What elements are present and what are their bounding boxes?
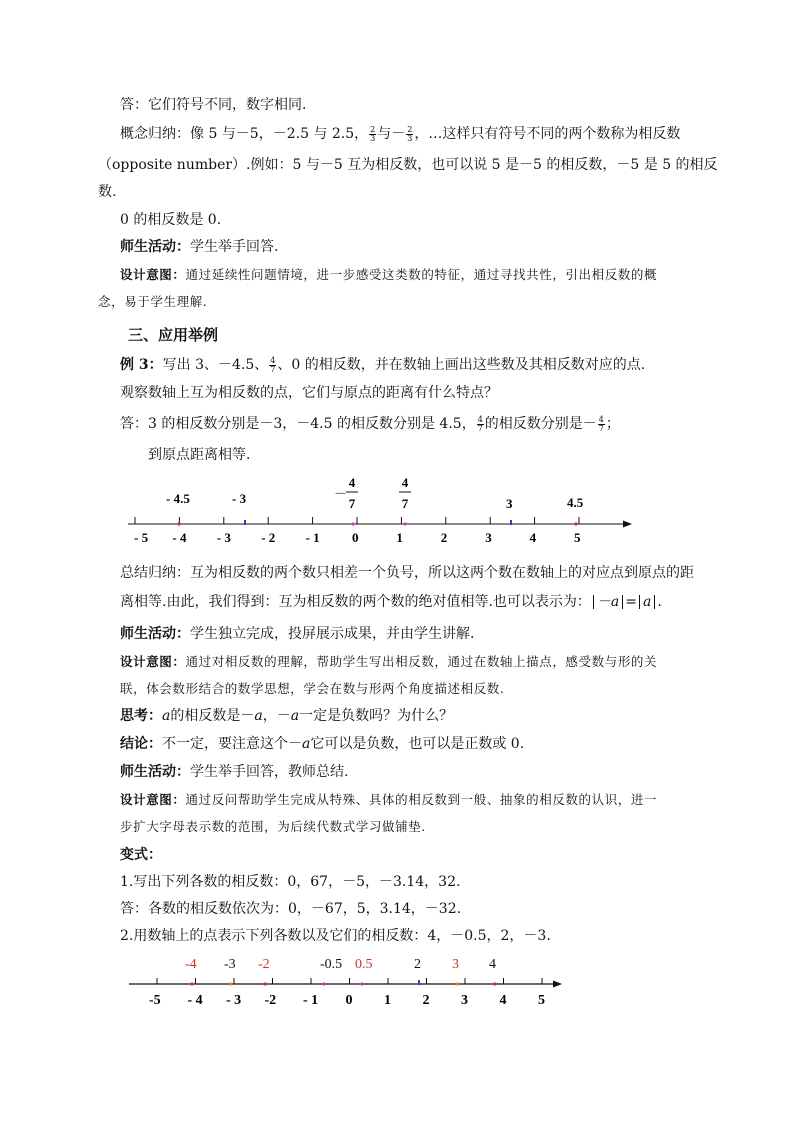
design-intent-3 [120, 790, 657, 810]
design-intent-1-cont: 念，易于学生理解. [98, 294, 208, 309]
axis-tick-label: 0 [345, 993, 353, 1008]
equals-sign: = [625, 594, 637, 610]
point-3 [510, 520, 512, 525]
answer-line: 答：它们符号不同，数字相同. [120, 97, 307, 113]
point-neg-2 [263, 982, 266, 985]
variation-1: 1.写出下列各数的相反数：0，67，－5，－3.14，32. [120, 874, 461, 890]
summary-text: 离相等.由此，我们得到：互为相反数的两个数的绝对值相等.也可以表示为： [120, 594, 591, 610]
example-text-b: 、0 的相反数，并在数轴上画出这些数及其相反数对应的点. [277, 357, 646, 373]
fraction-numerator: 2 [407, 124, 413, 134]
label-3: 3 [506, 496, 513, 511]
answer-text-c: ； [605, 416, 620, 432]
label-neg-4: -4 [185, 957, 197, 972]
label-neg-3: -3 [224, 957, 236, 972]
fraction-denominator: 3 [407, 133, 413, 143]
concept-text-a: 像 5 与－5，－2.5 与 2.5， [190, 126, 369, 142]
label-neg-sign: － [334, 486, 348, 501]
fraction-denominator: 7 [270, 364, 276, 374]
concept-text-b: ，…这样只有符号不同的两个数称为相反数 [414, 126, 681, 142]
label-neg-2: -2 [258, 957, 270, 972]
number-line-2 [125, 950, 570, 1012]
concept-text-mid: 与－ [377, 126, 406, 142]
point-neg-3 [229, 982, 232, 985]
activity-text: 学生举手回答. [190, 239, 279, 255]
label-neg-3: - 3 [232, 491, 247, 506]
teacher-student-activity-3 [120, 762, 348, 782]
axis-tick-label: 2 [422, 993, 430, 1008]
fraction-two-thirds-neg [406, 126, 413, 143]
activity-text: 学生独立完成，投屏展示成果，并由学生讲解. [190, 626, 475, 642]
axis-tick-label: 4 [499, 993, 507, 1008]
label-2: 2 [414, 957, 421, 972]
point-4 [493, 982, 496, 985]
activity-label: 师生活动： [120, 239, 190, 255]
label-four-sevenths-den: 7 [401, 496, 409, 511]
axis-1-ticks [134, 517, 581, 545]
design-intent-text: 通过对相反数的理解，帮助学生写出相反数，通过在数轴上描点，感受数与形的关 [185, 654, 658, 669]
variation-2: 2.用数轴上的点表示下列各数以及它们的相反数：4，－0.5，2，－3. [120, 928, 551, 944]
point-2 [418, 980, 420, 985]
label-neg-four-sevenths-den: 7 [348, 496, 356, 511]
label-neg-4-5: - 4.5 [166, 491, 190, 506]
number-line-1 [120, 470, 640, 550]
conclusion-text-c: 它可以是负数，也可以是正数或 0. [310, 736, 525, 752]
fraction-numerator: 4 [477, 414, 483, 424]
conclusion-label: 结论： [120, 736, 162, 752]
point-neg-four-sevenths [351, 522, 354, 525]
point-neg-0-5 [322, 982, 325, 985]
label-neg-four-sevenths-num: 4 [348, 475, 356, 490]
axis-arrow-icon [623, 521, 632, 528]
fraction-numerator: 4 [270, 355, 276, 365]
conclusion-text-a: 不一定，要注意这个－ [162, 736, 302, 752]
axis-tick-label: - 3 [226, 993, 242, 1008]
axis-tick-label: 0 [352, 530, 359, 545]
variation-1-answer: 答：各数的相反数依次为：0，－67，5，3.14，－32. [120, 901, 462, 917]
activity-label: 师生活动： [120, 626, 190, 642]
axis-tick-label: - 5 [134, 530, 149, 545]
design-intent-text: 通过延续性问题情境，进一步感受这类数的特征，通过寻找共性，引出相反数的概 [185, 267, 658, 282]
period: . [657, 594, 662, 610]
label-neg-0-5: -0.5 [320, 957, 343, 972]
variation-heading: 变式： [120, 847, 162, 863]
axis-tick-label: - 1 [303, 993, 319, 1008]
axis-tick-label: 5 [538, 993, 545, 1008]
point-3 [455, 982, 458, 985]
think-question [120, 706, 453, 726]
activity-text: 学生举手回答，教师总结. [190, 764, 349, 780]
design-intent-label: 设计意图： [120, 267, 186, 282]
label-four-sevenths-num: 4 [401, 475, 409, 490]
design-intent-label: 设计意图： [120, 792, 186, 807]
point-0-5 [360, 982, 363, 985]
var-a: a [162, 708, 171, 724]
fraction-numerator: 4 [598, 414, 604, 424]
conclusion [120, 734, 524, 754]
concept-summary-line-2: （opposite number）.例如：5 与－5 互为相反数，也可以说 5 是－5 的相反数，－5 是 5 的相反 [98, 157, 718, 173]
var-a: a [302, 736, 311, 752]
question-line: 观察数轴上互为相反数的点，它们与原点的距离有什么特点？ [120, 385, 498, 401]
axis-tick-label: 3 [485, 530, 492, 545]
axis-tick-label: 5 [574, 530, 581, 545]
think-text-d: ，－ [262, 708, 291, 724]
point-four-sevenths [403, 522, 406, 525]
example-text-a: 写出 3、－4.5、 [162, 357, 269, 373]
teacher-student-activity-1 [120, 237, 278, 257]
label-4-5: 4.5 [567, 495, 584, 510]
axis-tick-label: -5 [149, 993, 161, 1008]
axis-arrow-icon [553, 981, 562, 988]
answer-text-a: 答：3 的相反数分别是－3，－4.5 的相反数分别是 4.5， [120, 416, 476, 432]
axis-2-ticks [149, 978, 545, 1008]
point-neg-4-5 [177, 522, 180, 525]
label-3: 3 [452, 957, 459, 972]
axis-tick-label: 4 [529, 530, 537, 545]
think-text-f: 一定是负数吗？为什么？ [299, 708, 454, 724]
point-4-5 [574, 522, 577, 525]
abs-a: a [639, 595, 655, 609]
design-intent-2-cont: 联，体会数形结合的数学思想，学会在数与形两个角度描述相反数. [120, 681, 505, 696]
axis-tick-label: 1 [384, 993, 391, 1008]
concept-summary-line-1 [120, 124, 680, 144]
point-neg-4 [190, 982, 193, 985]
fraction-four-sevenths [477, 416, 484, 433]
label-0-5: 0.5 [355, 957, 373, 972]
think-text-b: 的相反数是－ [170, 708, 255, 724]
concept-summary-line-3: 数. [98, 184, 117, 200]
answer-3-line-1 [120, 414, 620, 434]
design-intent-3-cont: 步扩大字母表示数的范围，为后续代数式学习做铺垫. [120, 819, 426, 834]
axis-tick-label: 1 [396, 530, 403, 545]
fraction-two-thirds [369, 126, 376, 143]
fraction-denominator: 7 [477, 423, 483, 433]
fraction-numerator: 2 [370, 124, 376, 134]
summary-line-1: 总结归纳：互为相反数的两个数只相差一个负号，所以这两个数在数轴上的对应点到原点的距 [120, 565, 694, 581]
zero-opposite-line: 0 的相反数是 0. [120, 212, 222, 228]
answer-text-b: 的相反数分别是－ [484, 416, 597, 432]
axis-tick-label: - 1 [305, 530, 320, 545]
label-4: 4 [489, 957, 496, 972]
design-intent-text: 通过反问帮助学生完成从特殊、具体的相反数到一般、抽象的相反数的认识，进一 [185, 792, 658, 807]
fraction-denominator: 3 [370, 133, 376, 143]
think-label: 思考： [120, 708, 162, 724]
axis-tick-label: 2 [440, 530, 448, 545]
axis-tick-label: - 4 [187, 993, 203, 1008]
fraction-denominator: 7 [598, 423, 604, 433]
concept-label: 概念归纳： [120, 126, 190, 142]
abs-neg-a: －a [593, 595, 623, 609]
design-intent-1 [120, 265, 657, 285]
fraction-four-sevenths [269, 357, 276, 374]
axis-tick-label: -2 [264, 993, 277, 1008]
var-a: a [290, 708, 300, 724]
axis-tick-label: 3 [461, 993, 468, 1008]
design-intent-label: 设计意图： [120, 654, 186, 669]
summary-line-2 [120, 592, 662, 612]
teacher-student-activity-2 [120, 624, 474, 644]
fraction-four-sevenths-neg [598, 416, 605, 433]
axis-tick-label: - 2 [261, 530, 276, 545]
axis-tick-label: - 4 [172, 530, 187, 545]
section-heading: 三、应用举例 [128, 326, 219, 344]
axis-tick-label: - 3 [216, 530, 231, 545]
example-label: 例 3： [120, 357, 163, 373]
design-intent-2 [120, 652, 657, 672]
activity-label: 师生活动： [120, 764, 190, 780]
var-a: a [254, 708, 263, 724]
example-3 [120, 355, 645, 375]
point-neg-3 [244, 520, 246, 525]
answer-3-line-2: 到原点距离相等. [148, 447, 251, 463]
